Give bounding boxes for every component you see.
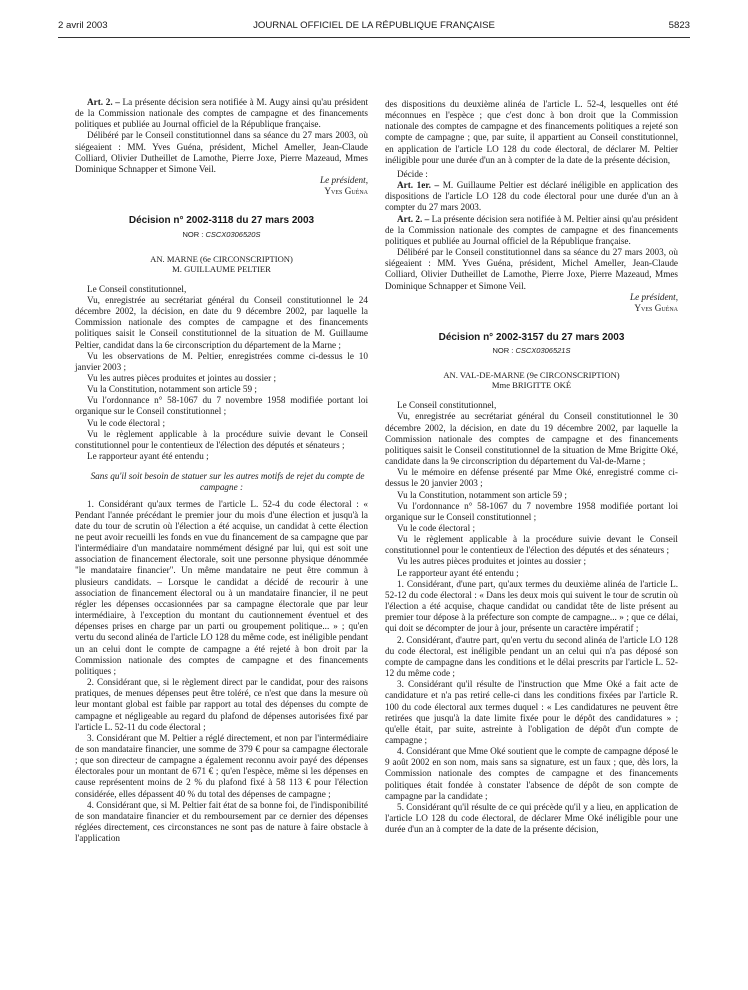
- intro-deliberation: Délibéré par le Conseil constitutionnel dans sa séance du 27 mars 2003, où siégeaient : MM. Yves Guéna, président, Michel Ameller, Jean-Claude Colliard, Olivier Dutheillet de Lamothe, Pierre Joxe, Pierre Mazeaud, Mmes Dominique Schnapper et Simone Veil.: [75, 130, 368, 174]
- circonscription: AN. VAL-DE-MARNE (9e CIRCONSCRIPTION): [443, 370, 620, 381]
- article-label: Art. 1er. –: [397, 180, 440, 191]
- nor-code: CSCX0306520S: [205, 229, 261, 239]
- visa-paragraph: Le Conseil constitutionnel,: [397, 400, 497, 411]
- signature-name: Yves Guéna: [324, 186, 368, 197]
- signature-title: Le président,: [320, 175, 368, 186]
- signature-title: Le président,: [630, 291, 678, 302]
- decision-nor: [385, 345, 678, 356]
- visa-paragraph: Vu le code électoral ;: [87, 417, 166, 428]
- left-column: [75, 97, 368, 844]
- header-page-number: 5823: [668, 20, 690, 31]
- section-subtitle: Sans qu'il soit besoin de statuer sur les autres motifs de rejet du compte de campagne :: [90, 471, 365, 493]
- visa-paragraph: Vu le mémoire en défense présenté par Mme Oké, enregistré comme ci-dessus le 20 janvier 2003 ;: [385, 467, 678, 489]
- considerant-paragraph: 4. Considérant que, si M. Peltier fait état de sa bonne foi, de l'indisponibilité de son mandataire financier et du remboursement par ce dernier des dépenses réglées directement, ces circonstances ne sont pas de nature à faire obstacle à l'application: [75, 799, 368, 844]
- nor-code: CSCX0306521S: [515, 346, 571, 356]
- considerant-paragraph: 3. Considérant qu'il résulte de l'instruction que Mme Oké a fait acte de candidature et n'a pas retiré celle-ci dans les conditions fixées par l'article R. 100 du code électoral aux termes duquel : « Les candidatures ne peuvent être retirées que jusqu'à la date limite fixée pour le dépôt des candidatures » ; qu'elle était, par suite, astreinte à l'obligation de dépôt d'un compte de campagne ;: [385, 679, 678, 745]
- visa-paragraph: Le rapporteur ayant été entendu ;: [397, 567, 519, 578]
- candidate-name: Mme BRIGITTE OKÉ: [491, 380, 572, 391]
- candidate-name: M. GUILLAUME PELTIER: [172, 263, 271, 274]
- intro-signature: [75, 175, 368, 197]
- visa-paragraph: Vu l'ordonnance n° 58-1067 du 7 novembre 1958 modifiée portant loi organique sur le Conseil constitutionnel ;: [75, 395, 368, 417]
- decision-nor: [75, 229, 368, 240]
- signature-name: Yves Guéna: [634, 302, 678, 313]
- signature: [385, 292, 678, 314]
- article-1: [385, 180, 678, 213]
- visa-paragraph: Vu, enregistrée au secrétariat général du Conseil constitutionnel le 30 décembre 2002, la décision, en date du 19 décembre 2002, par laquelle la Commission nationale des comptes de campagne et des financements politiques saisit le Conseil constitutionnel de la situation de Mme Brigitte Oké, candidate dans la 9e circonscription du département du Val-de-Marne ;: [385, 411, 678, 467]
- header-journal-title: JOURNAL OFFICIEL DE LA RÉPUBLIQUE FRANÇAISE: [253, 20, 495, 31]
- header-date: 2 avril 2003: [58, 20, 108, 31]
- considerant-paragraph: 2. Considérant que, si le règlement direct par le candidat, pour des raisons pratiques, de menues dépenses peut être toléré, ce n'est que dans la mesure où leur montant global est faible par rapport au total des dépenses du compte de campagne et négligeable au regard du plafond de dépenses autorisées fixé par l'article L. 52-11 du code électoral ;: [75, 677, 368, 732]
- continuation-paragraph: des dispositions du deuxième alinéa de l'article L. 52-4, lesquelles ont été méconnues en l'espèce ; que c'est donc à bon droit que la Commission nationale des comptes de campagne et des financements politiques a rejeté son compte de campagne ; que, par suite, il appartient au Conseil constitutionnel, en application de l'article LO 128 du code électoral, de déclarer M. Peltier inéligible pour une durée d'un an à compter de la date de la présente décision,: [385, 99, 678, 165]
- visa-paragraph: Vu le code électoral ;: [397, 523, 476, 533]
- deliberation: Délibéré par le Conseil constitutionnel dans sa séance du 27 mars 2003, où siégeaient : MM. Yves Guéna, président, Michel Ameller, Jean-Claude Colliard, Olivier Dutheillet de Lamothe, Pierre Joxe, Pierre Mazeaud, Mmes Dominique Schnapper et Simone Veil.: [385, 247, 678, 291]
- visa-paragraph: Vu l'ordonnance n° 58-1067 du 7 novembre 1958 modifiée portant loi organique sur le Conseil constitutionnel ;: [385, 500, 678, 522]
- considerant-paragraph: 1. Considérant qu'aux termes de l'article L. 52-4 du code électoral : « Pendant l'année précédant le premier jour du mois d'une élection et jusqu'à la date du tour de scrutin où l'élection a été acquise, un candidat à cette élection ne peut avoir recueilli les fonds en vue du financement de sa campagne que par l'intermédiaire d'un mandataire nommément désigné par lui, qui est soit une association de financement électorale, soit une personne physique dénommée "le mandataire financier". Un même mandataire ne peut être commun à plusieurs candidats. – Lorsque le candidat a décidé de recourir à une association de financement électoral ou à un mandataire financier, il ne peut régler les dépenses occasionnées par sa campagne électorale que par leur intermédiaire, à l'exception du montant du cautionnement éventuel et des dépenses prises en charge par un parti ou groupement politique... » ; qu'en vertu du second alinéa de l'article LO 128 du même code, est inéligible pendant un an celui dont le compte de campagne a été rejeté à bon droit par la Commission nationale des comptes de campagne et des financements politiques ;: [75, 498, 368, 676]
- considerant-paragraph: 5. Considérant qu'il résulte de ce qui précède qu'il y a lieu, en application de l'article LO 128 du code électoral, de déclarer Mme Oké inéligible pour une durée d'un an à compter de la date de la présente décision,: [385, 801, 678, 835]
- considerant-paragraph: 4. Considérant que Mme Oké soutient que le compte de campagne déposé le 9 août 2002 en son nom, mais sans sa signature, est un faux ; que, dès lors, la Commission nationale des comptes de campagne et des financements politiques était fondée à constater l'absence de dépôt de son compte de campagne par la candidate ;: [385, 746, 678, 801]
- circonscription: AN. MARNE (6e CIRCONSCRIPTION): [150, 253, 293, 264]
- article-text: M. Guillaume Peltier est déclaré inéligible en application des dispositions de l'article LO 128 du code électoral pour une durée d'un an à compter du 27 mars 2003.: [385, 180, 678, 213]
- visa-paragraph: Vu les autres pièces produites et jointes au dossier ;: [397, 556, 587, 567]
- intro-article-2: [75, 97, 368, 130]
- visa-paragraph: Vu les autres pièces produites et jointes au dossier ;: [87, 372, 277, 383]
- nor-label: NOR :: [492, 346, 516, 356]
- decision-title: Décision n° 2002-3157 du 27 mars 2003: [438, 331, 625, 343]
- nor-label: NOR :: [182, 229, 206, 239]
- visa-paragraph: Vu la Constitution, notamment son article 59 ;: [87, 384, 257, 395]
- considerant-paragraph: 3. Considérant que M. Peltier a réglé directement, et non par l'intermédiaire de son mandataire financier, une somme de 379 € pour sa campagne électorale ; que son directeur de campagne a également reconnu avoir payé des dépenses électorales pour un montant de 671 € ; qu'en l'espèce, même si les dépenses en cause représentent moins de 2 % du plafond fixé à 58 113 € pour l'élection considérée, elles dépassent 40 % du total des dépenses de campagne ;: [75, 732, 368, 799]
- considerant-paragraph: 2. Considérant, d'autre part, qu'en vertu du second alinéa de l'article LO 128 du code électoral, est inéligible pendant un an celui qui n'a pas déposé son compte de campagne dans les conditions et le délai prescrits par l'article L. 52-12 du même code ;: [385, 634, 678, 679]
- visa-paragraph: Le rapporteur ayant été entendu ;: [87, 451, 209, 462]
- article-label: Art. 2. –: [397, 213, 430, 224]
- considerant-paragraph: 1. Considérant, d'une part, qu'aux termes du deuxième alinéa de l'article L. 52-12 du code électoral : « Dans les deux mois qui suivent le tour de scrutin où l'élection a été acquise, chaque candidat ou candidat tête de liste présent au premier tour dépose à la préfecture son compte de campagne... » ; que ce délai, qui doit se décompter de jour à jour, présente un caractère impératif ;: [385, 578, 678, 634]
- decide-heading: Décide :: [397, 168, 428, 179]
- visa-paragraph: Vu la Constitution, notamment son article 59 ;: [397, 489, 567, 500]
- article-text: La présente décision sera notifiée à M. Peltier ainsi qu'au président de la Commission nationale des comptes de campagne et des financements politiques et publiée au Journal officiel de la République française.: [385, 213, 678, 246]
- article-label: Art. 2. –: [87, 97, 120, 107]
- page-header: [58, 17, 690, 38]
- right-column: [385, 99, 678, 835]
- visa-paragraph: Vu le règlement applicable à la procédure suivie devant le Conseil constitutionnel pour le contentieux de l'élection des députés et sénateurs ;: [75, 428, 368, 450]
- article-2: [385, 214, 678, 247]
- visa-paragraph: Vu le règlement applicable à la procédure suivie devant le Conseil constitutionnel pour le contentieux de l'élection des députés et des sénateurs ;: [385, 534, 678, 556]
- visa-paragraph: Le Conseil constitutionnel,: [87, 283, 187, 294]
- decision-title: Décision n° 2002-3118 du 27 mars 2003: [128, 215, 315, 227]
- visa-paragraph: Vu, enregistrée au secrétariat général du Conseil constitutionnel le 24 décembre 2002, la décision, en date du 9 décembre 2002, par laquelle la Commission nationale des comptes de campagne et des financements politiques saisit le Conseil constitutionnel de la situation de M. Guillaume Peltier, candidat dans la 6e circonscription du département de la Marne ;: [75, 294, 368, 350]
- article-text: La présente décision sera notifiée à M. Augy ainsi qu'au président de la Commission nationale des comptes de campagne et des financements politiques et publiée au Journal officiel de la République française.: [75, 97, 368, 130]
- visa-paragraph: Vu les observations de M. Peltier, enregistrées comme ci-dessus le 10 janvier 2003 ;: [75, 350, 368, 372]
